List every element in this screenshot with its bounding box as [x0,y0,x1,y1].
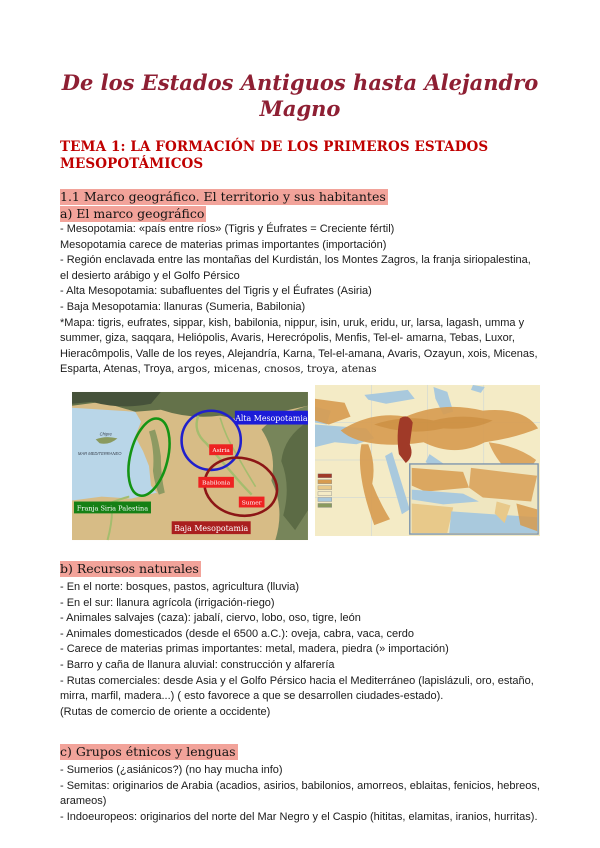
subsection-b-heading: b) Recursos naturales [60,560,199,576]
text-line: - Alta Mesopotamia: subafluentes del Tigris y el Éufrates (Asiria) [60,285,372,298]
text-line: - Baja Mesopotamia: llanuras (Sumeria, Babilonia) [60,300,306,313]
subsection-c-heading: c) Grupos étnicos y lenguas [60,744,236,760]
mediterranean-label: MAR MEDITERRANEO [77,451,122,457]
franja-label: Franja Siria Palestina [76,504,149,513]
text-line: - En el norte: bosques, pastos, agricultura (lluvia) [60,580,300,593]
baja-mesopotamia-label: Baja Mesopotamia [174,524,249,534]
text-line: - Barro y caña de llanura aluvial: construcción y alfarería [60,658,335,671]
page-title: De los Estados Antiguos hasta Alejandro Magno [61,70,539,121]
distribution-map [315,384,540,537]
text-line: - Animales domesticados (desde el 6500 a.C.): oveja, cabra, vaca, cerdo [60,627,415,640]
near-east-regions-map [72,391,308,541]
tema-heading: TEMA 1: LA FORMACIÓN DE LOS PRIMEROS ESTADOS MESOPOTÁMICOS [60,139,489,172]
text-line: - En el sur: llanura agrícola (irrigación-riego) [60,596,275,609]
section-1-1-heading: 1.1 Marco geográfico. El territorio y sus habitantes [60,189,386,204]
section-grupos-etnicos [60,743,540,825]
section-recursos-naturales [60,560,540,720]
text-line: - Semitas: originarios de Arabia (acadios, asirios, babilonios, amorreos, eblaitas, fenicios, hebreos, arameos) [60,779,540,808]
section-marco-geografico [60,188,540,378]
text-line: (Rutas de comercio de oriente a occidente) [60,705,271,718]
subsection-a-heading: a) El marco geográfico [60,206,205,221]
map-note [60,316,540,378]
text-line: - Indoeuropeos: originarios del norte del Mar Negro y el Caspio (hititas, elamitas, iranios, hurritas). [60,811,538,824]
map-note-sans: *Mapa: tigris, eufrates, sippar, kish, babilonia, nippur, isin, uruk, eridu, ur, larsa, lagash, umma y summer, giza, saqqara, Heliópolis, Avaris, Herecrópolis, Menfis, Tel-el- amarna, Tebas, Luxor, Hieracômpolis, Valle de los reyes, Alejandría, Karna, Tel-el-amana, Avaris, Ozayun, xois, Micenas, Esparta, Atenas, Troya, [60,316,538,376]
text-line: - Carece de materias primas importantes: metal, madera, piedra (» importación) [60,643,449,656]
map-note-serif: argos, micenas, cnosos, troya, atenas [177,363,377,376]
sumer-label: Sumer [241,500,262,507]
text-line: - Mesopotamia: «país entre ríos» (Tigris y Éufrates = Creciente fértil) [60,223,395,235]
text-line: - Región enclavada entre las montañas del Kurdistán, los Montes Zagros, la franja siriopalestina, el desierto arábigo y el Golfo Pérsico [60,254,531,282]
inset-map [410,464,538,534]
maps-row [72,384,540,541]
asiria-label: Asiria [212,448,230,455]
text-line: Mesopotamia carece de materias primas importantes (importación) [60,238,387,251]
alta-mesopotamia-label: Alta Mesopotamia [235,414,308,424]
inset-africa [412,503,453,533]
text-line: - Sumerios (¿asiánicos?) (no hay mucha info) [60,764,283,777]
babilonia-label: Babilonia [202,480,231,487]
text-line: - Rutas comerciales: desde Asia y el Golfo Pérsico hacia el Mediterráneo (lapislázuli, oro, estaño, mirra, marfil, madera...) ( esto favorece a que se desarrollen ciudades-estado). [60,674,534,703]
text-line: - Animales salvajes (caza): jabalí, ciervo, lobo, oso, tigre, león [60,612,361,625]
chipre-label: Chipre [99,431,112,437]
